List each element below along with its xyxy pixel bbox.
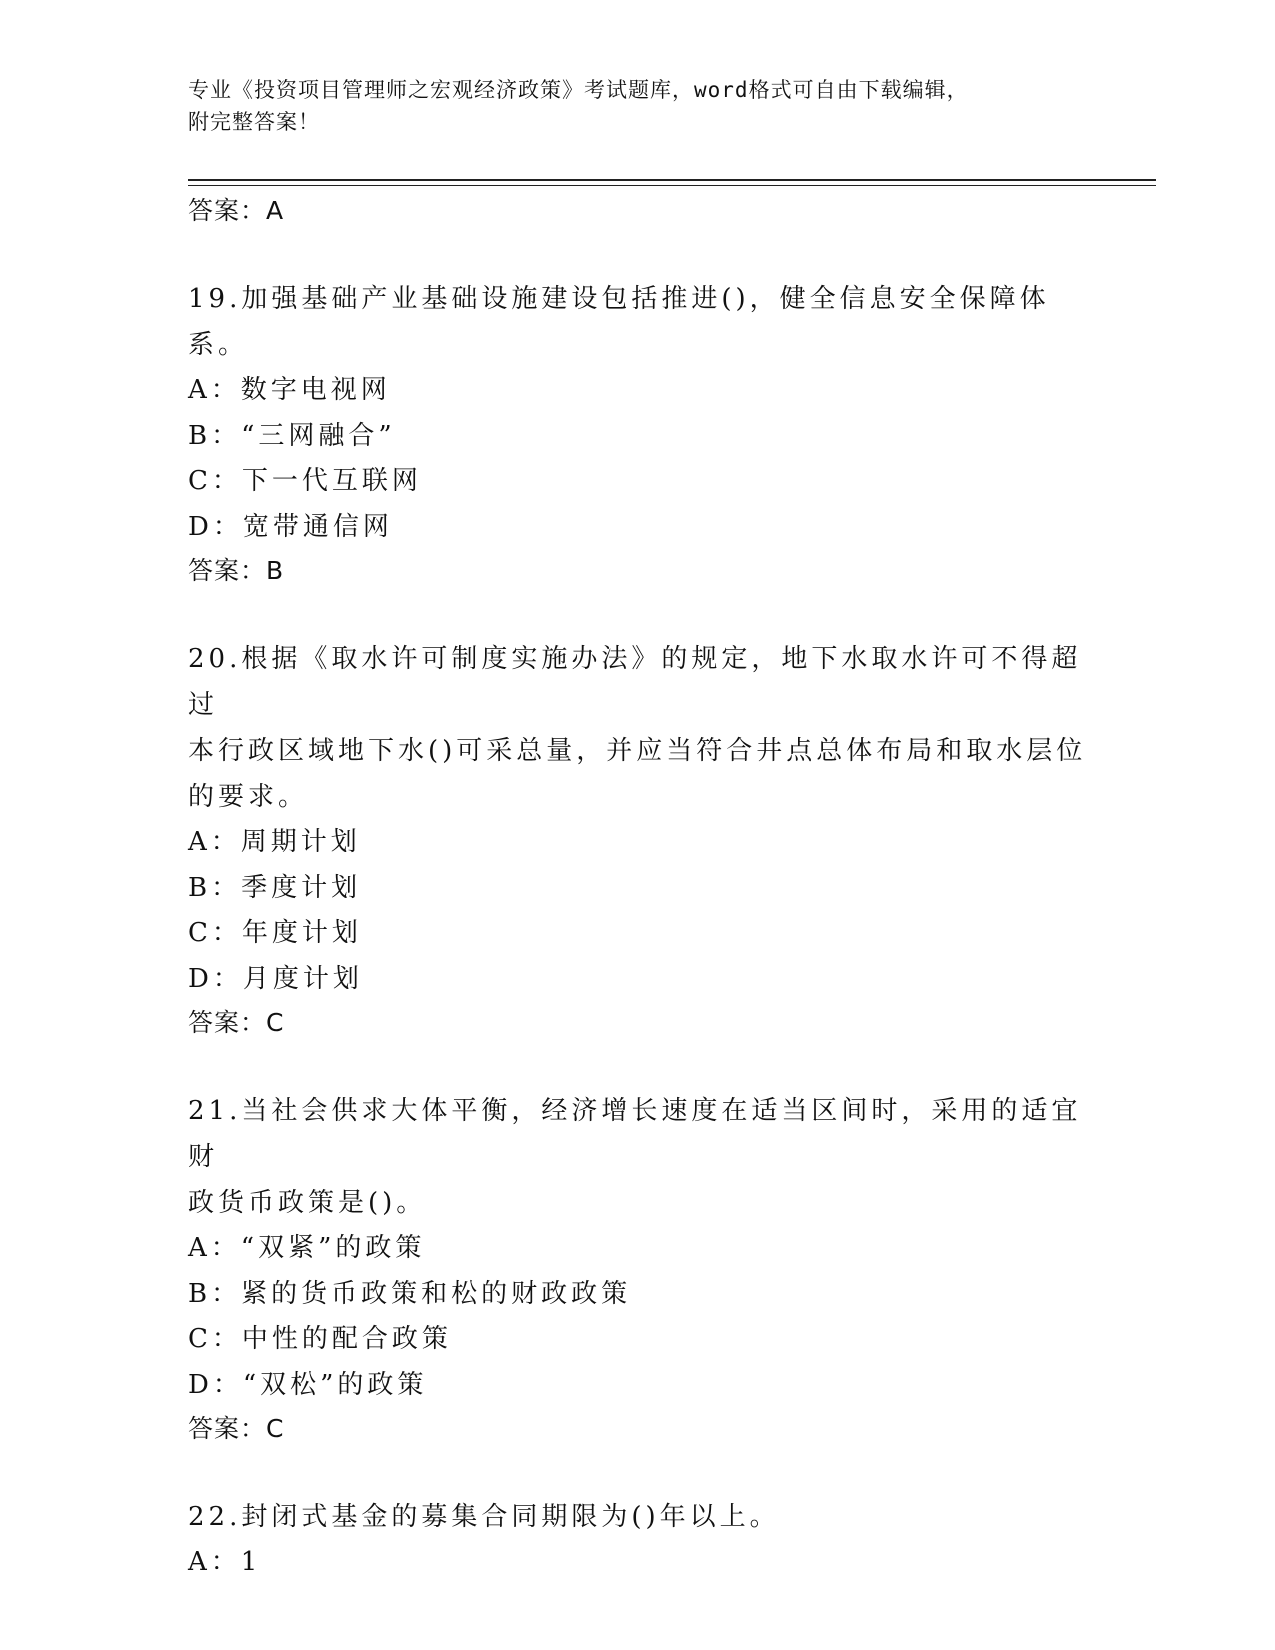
answer-line: 答案：A: [188, 196, 285, 225]
option-b: B：紧的货币政策和松的财政政策: [188, 1278, 632, 1309]
question-block-19: [188, 276, 1088, 592]
header-divider-thick: [188, 179, 1156, 181]
option-d: D：宽带通信网: [188, 511, 393, 542]
spacer: [188, 1044, 1088, 1088]
option-c: C：下一代互联网: [188, 466, 422, 496]
option-a: A：数字电视网: [188, 375, 391, 405]
question-text: 22.封闭式基金的募集合同期限为()年以上。: [188, 1502, 780, 1532]
document-header: [188, 74, 1088, 138]
question-block-20: [188, 636, 1088, 1044]
option-a: A：“双紧”的政策: [188, 1233, 426, 1263]
question-text: 本行政区域地下水()可采总量，并应当符合井点总体布局和取水层位: [188, 736, 1087, 766]
spacer: [188, 592, 1088, 636]
option-c: C：年度计划: [188, 918, 362, 948]
option-b: B：“三网融合”: [188, 420, 396, 451]
option-d: D：月度计划: [188, 963, 363, 994]
option-d: D：“双松”的政策: [188, 1369, 428, 1400]
spacer: [188, 1450, 1088, 1494]
option-c: C：中性的配合政策: [188, 1324, 452, 1354]
question-text: 19.加强基础产业基础设施建设包括推进()，健全信息安全保障体系。: [188, 284, 1050, 360]
question-text: 20.根据《取水许可制度实施办法》的规定，地下水取水许可不得超过: [188, 644, 1082, 720]
header-line-1: 专业《投资项目管理师之宏观经济政策》考试题库，word格式可自由下载编辑，: [188, 78, 969, 102]
option-b: B：季度计划: [188, 872, 362, 903]
header-line-2: 附完整答案！: [188, 110, 320, 134]
answer-line: 答案：C: [188, 1008, 285, 1037]
answer-line: 答案：B: [188, 556, 285, 585]
option-a: A：周期计划: [188, 827, 361, 857]
question-list: [188, 190, 1088, 1586]
question-block-21: [188, 1088, 1088, 1450]
header-divider-thin: [188, 185, 1156, 186]
question-text: 的要求。: [188, 782, 309, 812]
option-a: A：1: [188, 1547, 262, 1577]
spacer: [188, 232, 1088, 276]
answer-line: 答案：C: [188, 1414, 285, 1443]
question-block-22: [188, 1494, 1088, 1586]
question-text: 政货币政策是()。: [188, 1188, 427, 1218]
question-text: 21.当社会供求大体平衡，经济增长速度在适当区间时，采用的适宜财: [188, 1096, 1082, 1172]
